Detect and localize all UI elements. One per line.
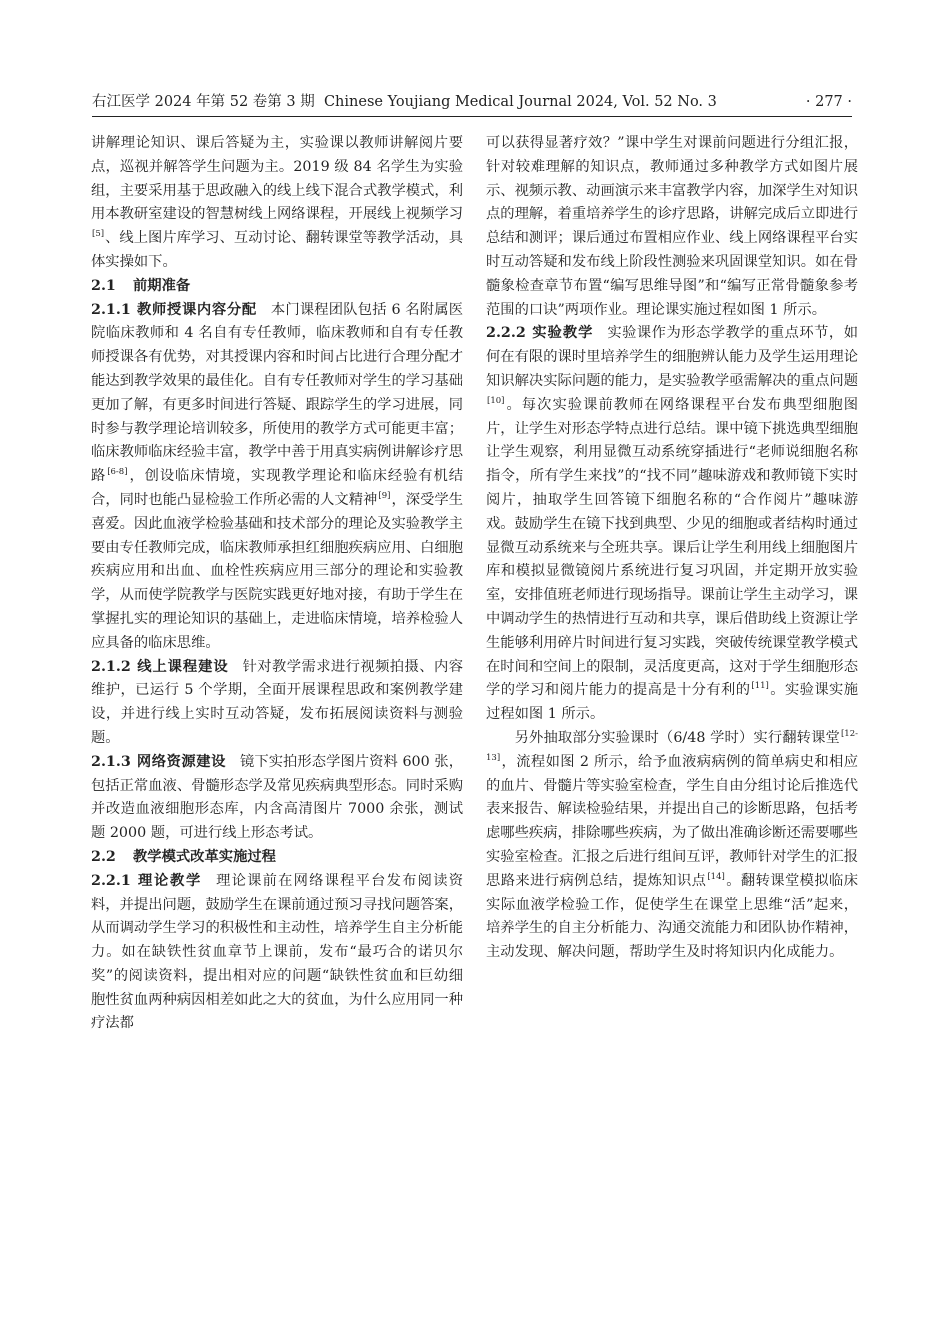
body-text: 。翻转课堂模拟临床实际血液学检验工作，促使学生在课堂上思维“活”起来，培养学生的自主分析能力、沟通交流能力和团队协作精神，主动发现、解决问题，帮助学生及时将知识内化成能力。 xyxy=(486,872,859,961)
body-text: 另外抽取部分实验课时（6/48 学时）实行翻转课堂 xyxy=(514,729,840,746)
subsection-2-1-2 xyxy=(91,656,463,751)
body-text: ，深受学生喜爱。因此血液学检验基础和技术部分的理论及实验教学主要由专任教师完成，临床教师承担红细胞疾病应用、白细胞疾病应用和出血、血栓性疾病应用三部分的理论和实验教学，从而使学院教学与医院实践更好地对接，有助于学生在掌握扎实的理论知识的基础上，走进临床情境，培养检验人应具备的临床思维。 xyxy=(91,491,464,651)
running-header xyxy=(92,92,852,117)
section-number: 2.2.1 xyxy=(91,872,131,889)
citation: [6-8] xyxy=(107,467,128,478)
citation: [14] xyxy=(707,871,725,882)
flipped-classroom-paragraph xyxy=(486,727,858,965)
section-title: 理论教学 xyxy=(136,872,203,889)
subsection-2-1-1 xyxy=(91,299,463,656)
body-text: 实验课作为形态学教学的重点环节，如何在有限的课时里培养学生的细胞辨认能力及学生运用理论知识解决实际问题的能力，是实验教学亟需解决的重点问题 xyxy=(486,325,859,389)
body-text: 镜下实拍形态学图片资料 600 张，包括正常血液、骨髓形态学及常见疾病典型形态。同时采购并改造血液细胞形态库，内含高清图片 7000 余张，测试题 2000 题，可进行线上形态考试。 xyxy=(91,753,463,842)
section-title: 教师授课内容分配 xyxy=(136,301,257,318)
subsection-2-2-1 xyxy=(91,870,463,1037)
section-title: 教学模式改革实施过程 xyxy=(133,848,276,865)
subsection-2-2-2 xyxy=(486,322,858,727)
section-heading-2-1 xyxy=(91,275,463,299)
intro-paragraph xyxy=(91,132,463,275)
body-text: ，流程如图 2 所示，给予血液病病例的简单病史和相应的血片、骨髓片等实验室检查，学生自由分组讨论后推选代表来报告、解读检验结果，并提出自己的诊断思路，包括考虑哪些疾病，排除哪些疾病，为了做出准确诊断还需要哪些实验室检查。汇报之后进行组间互评，教师针对学生的汇报思路来进行病例总结，提炼知识点 xyxy=(486,753,858,889)
body-text: 。实验课实施过程如图 1 所示。 xyxy=(486,682,859,723)
section-title: 前期准备 xyxy=(133,277,191,294)
section-number: 2.1.1 xyxy=(91,301,131,318)
right-column xyxy=(486,132,858,965)
section-number: 2.2.2 xyxy=(486,325,526,342)
citation: [5] xyxy=(92,229,105,240)
journal-title-cn: 右江医学 2024 年第 52 卷第 3 期 xyxy=(92,94,315,110)
body-text: 理论课前在网络课程平台发布阅读资料，并提出问题，鼓励学生在课前通过预习寻找问题答案，从而调动学生学习的积极性和主动性，培养学生自主分析能力。如在缺铁性贫血章节上课前，发布“最巧合的诺贝尔奖”的阅读资料，提出相对应的问题“缺铁性贫血和巨幼细胞性贫血两种病因相差如此之大的贫血，为什么应用同一种疗法都 xyxy=(91,872,463,1032)
body-text: ，创设临床情境，实现教学理论和临床经验有机结合，同时也能凸显检验工作所必需的人文精神 xyxy=(91,468,463,508)
section-heading-2-2 xyxy=(91,846,463,870)
citation: [11] xyxy=(751,681,769,692)
body-text: 。每次实验课前教师在网络课程平台发布典型细胞图片，让学生对形态学特点进行总结。课中镜下挑选典型细胞让学生观察，利用显微互动系统穿插进行“老师说细胞名称指令，所有学生来找”的“找不同”趣味游戏和教师镜下实时阅片，抽取学生回答镜下细胞名称的“合作阅片”趣味游戏。鼓励学生在镜下找到典型、少见的细胞或者结构时通过显微互动系统来与全班共享。课后让学生利用线上细胞图片库和模拟显微镜阅片系统进行复习巩固，并定期开放实验室，安排值班老师进行现场指导。课前让学生主动学习，课中调动学生的热情进行互动和共享，课后借助线上资源让学生能够利用碎片时间进行复习实践，突破传统课堂教学模式在时间和空间上的限制，灵活度更高，这对于学生细胞形态学的学习和阅片能力的提高是十分有利的 xyxy=(486,396,858,699)
page-number: · 277 · xyxy=(805,94,852,110)
citation: [10] xyxy=(487,395,505,406)
journal-title xyxy=(92,92,717,112)
section-title: 网络资源建设 xyxy=(136,753,226,770)
section-number: 2.2 xyxy=(91,848,116,865)
section-title: 线上课程建设 xyxy=(136,658,229,675)
left-column xyxy=(91,132,463,1036)
section-number: 2.1.2 xyxy=(91,658,131,675)
citation: [12-13] xyxy=(486,728,858,763)
body-text: 、线上图片库学习、互动讨论、翻转课堂等教学活动，具体实操如下。 xyxy=(91,230,463,270)
citation: [9] xyxy=(378,490,391,501)
continued-paragraph: 可以获得显著疗效？”课中学生对课前问题进行分组汇报，针对较难理解的知识点，教师通过多种教学方式如图片展示、视频示教、动画演示来丰富教学内容，加深学生对知识点的理解，着重培养学生的诊疗思路，讲解完成后立即进行总结和测评；课后通过布置相应作业、线上网络课程平台实时互动答疑和发布线上阶段性测验来巩固课堂知识。如在骨髓象检查章节布置“编写思维导图”和“编写正常骨髓象参考范围的口诀”两项作业。理论课实施过程如图 1 所示。 xyxy=(486,135,858,318)
section-number: 2.1.3 xyxy=(91,753,131,770)
section-number: 2.1 xyxy=(91,277,116,294)
body-text: 讲解理论知识、课后答疑为主，实验课以教师讲解阅片要点，巡视并解答学生问题为主。2019 级 84 名学生为实验组，主要采用基于思政融入的线上线下混合式教学模式，利用本教研室建设的智慧树线上网络课程，开展线上视频学习 xyxy=(91,135,463,223)
body-text: 针对教学需求进行视频拍摄、内容维护，已运行 5 个学期，全面开展课程思政和案例教学建设，并进行线上实时互动答疑，发布拓展阅读资料与测验题。 xyxy=(91,658,463,746)
subsection-2-1-3 xyxy=(91,751,463,846)
section-title: 实验教学 xyxy=(531,325,594,342)
body-text: 本门课程团队包括 6 名附属医院临床教师和 4 名自有专任教师，临床教师和自有专任教师授课各有优势，对其授课内容和时间占比进行合理分配才能达到教学效果的最佳化。自有专任教师对学生的学习基础更加了解，有更多时间进行答疑、跟踪学生的学习进展，同时参与教学理论培训较多，所使用的教学方式可能更丰富；临床教师临床经验丰富，教学中善于用真实病例讲解诊疗思路 xyxy=(91,301,464,485)
journal-title-en: Chinese Youjiang Medical Journal 2024, Vol. 52 No. 3 xyxy=(323,94,717,110)
